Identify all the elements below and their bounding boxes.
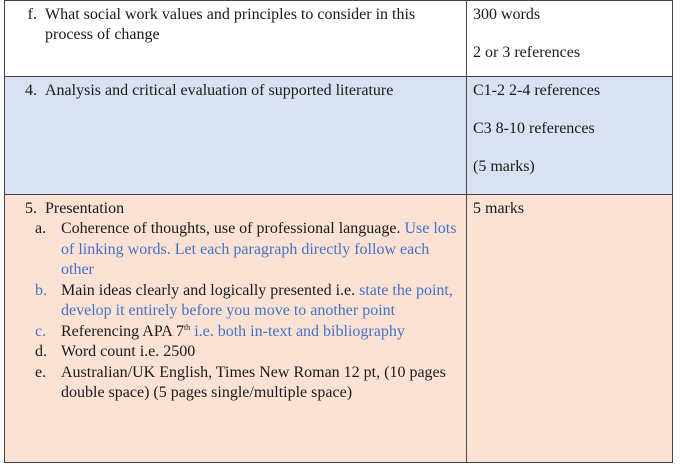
table-row-analysis <box>5 77 673 195</box>
subitem-d <box>35 342 460 363</box>
subitem-a <box>35 219 460 281</box>
subitem-letter: e. <box>35 363 47 381</box>
row-description-cell <box>5 77 467 195</box>
row-description-cell <box>5 1 467 77</box>
requirement-line: C1-2 2-4 references <box>473 82 601 99</box>
row-requirement-cell <box>467 1 673 77</box>
row-requirement-cell <box>467 77 673 195</box>
subitem-e <box>35 363 460 404</box>
subitem-text: Coherence of thoughts, use of professional language. <box>61 220 401 237</box>
item-number: 4. <box>25 82 37 99</box>
requirement-line: C3 8-10 references <box>473 120 595 137</box>
superscript-th: th <box>183 322 191 332</box>
subitem-note: state the point, develop it entirely before you move to another point <box>61 281 453 319</box>
row-description-cell <box>5 195 467 463</box>
subitem-c <box>35 322 460 343</box>
requirements-table <box>4 0 673 463</box>
item-number: 5. <box>25 200 37 217</box>
subitem-text: Referencing APA 7 <box>61 322 184 340</box>
requirement-line: 300 words <box>473 6 541 23</box>
subitem-letter: d. <box>35 343 47 360</box>
subitem-note: i.e. both in-text and bibliography <box>194 322 405 340</box>
item-text: Presentation <box>45 200 125 217</box>
item-text: Analysis and critical evaluation of supported literature <box>45 82 394 99</box>
row-requirement-cell <box>467 195 673 463</box>
subitem-text: Word count i.e. 2500 <box>61 343 196 360</box>
item-number: f. <box>27 6 37 23</box>
subitem-letter: a. <box>35 220 47 237</box>
requirement-line: 5 marks <box>473 200 525 217</box>
subitem-text: Australian/UK English, Times New Roman 12 pt, (10 pages double space) (5 pages single/multiple space) <box>61 363 446 401</box>
subitem-b <box>35 281 460 322</box>
subitem-letter: b. <box>35 281 47 299</box>
subitem-text: Main ideas clearly and logically presented i.e. <box>61 281 356 299</box>
subitem-note: Use lots of linking words. Let each paragraph directly follow each other <box>61 220 457 278</box>
table-row-presentation <box>5 195 673 463</box>
item-text: What social work values and principles to consider in this process of change <box>45 6 416 43</box>
requirement-line: (5 marks) <box>473 158 535 175</box>
subitem-letter: c. <box>35 322 47 340</box>
table-row-social-work-values <box>5 1 673 77</box>
requirement-line: 2 or 3 references <box>473 44 581 61</box>
